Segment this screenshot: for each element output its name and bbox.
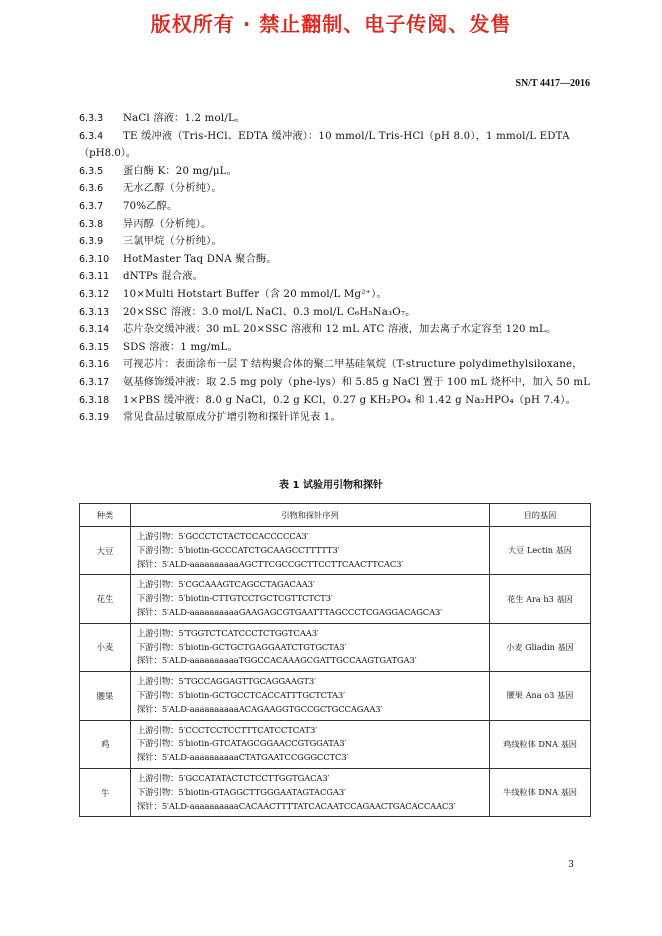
sequence-cell: [131, 575, 490, 623]
target-gene-cell: 小麦 Gliadin 基因: [490, 623, 591, 671]
copyright-banner: 版权所有 · 禁止翻制、电子传阅、发售: [150, 12, 512, 36]
header-sequence: 引物和探针序列: [131, 504, 490, 527]
item-number: 6.3.15: [79, 341, 110, 353]
list-item: [79, 198, 591, 216]
table-title: 表 1 试验用引物和探针: [279, 480, 383, 491]
list-item: [79, 251, 591, 269]
list-item: [79, 110, 591, 128]
standard-number: SN/T 4417—2016: [515, 78, 590, 89]
target-gene-cell: 大豆 Lectin 基因: [490, 527, 591, 575]
upstream-primer: 上游引物：5′TGGTCTCATCCCTCTGGTCAA3′: [137, 627, 319, 638]
item-number: 6.3.9: [79, 236, 104, 248]
item-number: 6.3.6: [79, 183, 104, 195]
item-number: 6.3.3: [79, 113, 104, 124]
list-item: [79, 304, 591, 322]
downstream-primer: 下游引物：5′biotin-GCTGCTGAGGAATCTGTGCTA3′: [137, 641, 347, 652]
item-text: dNTPs 混合液。: [123, 271, 204, 283]
item-text: TE 缓冲液（Tris-HCl、EDTA 缓冲液）：10 mmol/L Tris-HCl（pH 8.0），1 mmol/L EDTA: [123, 130, 570, 142]
item-text: 芯片杂交缓冲液：30 mL 20×SSC 溶液和 12 mL ATC 溶液，加去离子水定容至 120 mL。: [123, 324, 557, 336]
upstream-primer: 上游引物：5′GCCCTCTACTCCACCCCCA3′: [137, 531, 309, 541]
item-number: 6.3.16: [79, 359, 110, 371]
list-item: [79, 216, 591, 234]
species-cell: 花生: [80, 575, 131, 623]
item-text: NaCl 溶液：1.2 mol/L。: [123, 113, 246, 124]
probe: 探针：5′ALD-aaaaaaaaaaACAGAAGGTGCCGCTGCCAGAA3′: [137, 703, 383, 714]
list-item: [79, 409, 591, 427]
list-item: [79, 356, 591, 374]
item-text: 1×PBS 缓冲液：8.0 g NaCl，0.2 g KCl，0.27 g KH₂PO₄ 和 1.42 g Na₂HPO₄（pH 7.4）。: [123, 394, 576, 406]
downstream-primer: 下游引物：5′biotin-GCCCATCTGCAAGCCTTTTT3′: [137, 544, 340, 555]
item-text: 蛋白酶 K：20 mg/μL。: [123, 165, 237, 177]
target-gene-cell: 花生 Ara h3 基因: [490, 575, 591, 623]
upstream-primer: 上游引物：5′CCCTCCTCCTTTCATCCTCAT3′: [137, 724, 318, 735]
item-number: 6.3.8: [79, 218, 104, 230]
sequence-cell: [131, 672, 490, 720]
target-gene-cell: 腰果 Ana o3 基因: [490, 672, 591, 720]
sequence-cell: [131, 527, 490, 575]
downstream-primer: 下游引物：5′biotin-GCTGCCTCACCATTTGCTCTA3′: [137, 689, 345, 700]
item-number: 6.3.18: [79, 394, 110, 406]
table-row: [80, 575, 591, 623]
probe: 探针：5′ALD-aaaaaaaaaaCTATGAATCCGGGCCTC3′: [137, 752, 349, 763]
primer-probe-table: [79, 503, 591, 817]
probe: 探针：5′ALD-aaaaaaaaaaAGCTTCGCCGCTTCCTTCAACTTCAC3′: [137, 558, 404, 569]
sequence-cell: [131, 768, 490, 816]
species-cell: 牛: [80, 768, 131, 816]
item-number: 6.3.10: [79, 253, 110, 265]
list-item-continuation: （pH8.0）。: [79, 148, 137, 160]
item-text: 三氯甲烷（分析纯）。: [123, 236, 222, 248]
item-number: 6.3.19: [79, 412, 110, 424]
item-text: 氨基修饰缓冲液：取 2.5 mg poly（phe-lys）和 5.85 g NaCl 置于 100 mL 烧杯中，加入 50 mL: [123, 376, 591, 388]
item-text: 异丙醇（分析纯）。: [123, 218, 212, 230]
item-number: 6.3.4: [79, 130, 104, 142]
table-row: [80, 768, 591, 816]
list-item: [79, 339, 591, 357]
table-row: [80, 527, 591, 575]
list-item: [79, 163, 591, 181]
item-number: 6.3.11: [79, 271, 110, 283]
item-text: 20×SSC 溶液：3.0 mol/L NaCl、0.3 mol/L C₆H₅Na₃O₇。: [123, 306, 416, 318]
page-number: 3: [568, 860, 574, 870]
target-gene-cell: 牛线粒体 DNA 基因: [490, 768, 591, 816]
list-item: [79, 286, 591, 304]
upstream-primer: 上游引物：5′GCCATATACTCTCCTTGGTGACA3′: [137, 772, 330, 783]
item-text: HotMaster Taq DNA 聚合酶。: [123, 253, 277, 265]
list-item: [79, 128, 591, 146]
species-cell: 小麦: [80, 623, 131, 671]
upstream-primer: 上游引物：5′TGCCAGGAGTTGCAGGAAGT3′: [137, 676, 316, 687]
item-number: 6.3.14: [79, 324, 110, 336]
list-item: [79, 321, 591, 339]
species-cell: 鸡: [80, 720, 131, 768]
probe: 探针：5′ALD-aaaaaaaaaaTGGCCACAAAGCGATTGCCAAGTGATGA3′: [137, 655, 417, 666]
upstream-primer: 上游引物：5′CGCAAAGTCAGCCTAGACAA3′: [137, 579, 315, 590]
downstream-primer: 下游引物：5′biotin-GTCATAGCGGAACCGTGGATA3′: [137, 738, 347, 749]
probe: 探针：5′ALD-aaaaaaaaaaCACAACTTTTATCACAATCCAGAACTGACACCAAC3′: [137, 800, 456, 811]
item-text: 可视芯片：表面涂布一层 T 结构聚合体的聚二甲基硅氧烷（T-structure polydimethylsiloxane，: [123, 359, 583, 371]
reagent-list: [79, 110, 591, 462]
item-text: 无水乙醇（分析纯）。: [123, 183, 222, 195]
species-cell: 腰果: [80, 672, 131, 720]
item-number: 6.3.17: [79, 376, 110, 388]
list-item: [79, 444, 591, 462]
list-item: [79, 233, 591, 251]
header-target: 目的基因: [490, 504, 591, 527]
downstream-primer: 下游引物：5′biotin-GTAGGCTTGGGAATAGTACGA3′: [137, 786, 346, 797]
item-text: 10×Multi Hotstart Buffer（含 20 mmol/L Mg²⁺）。: [123, 288, 387, 300]
list-item: [79, 392, 591, 410]
table-header-row: [80, 504, 591, 527]
item-number: 6.3.13: [79, 306, 110, 318]
list-item: [79, 427, 591, 445]
downstream-primer: 下游引物：5′biotin-CTTGTCCTGCTCGTTCTCT3′: [137, 593, 333, 604]
list-item: [79, 268, 591, 286]
table-row: [80, 720, 591, 768]
item-number: 6.3.7: [79, 200, 104, 212]
sequence-cell: [131, 720, 490, 768]
header-species: 种类: [80, 504, 131, 527]
list-item: [79, 374, 591, 392]
table-row: [80, 672, 591, 720]
table-row: [80, 623, 591, 671]
item-number: 6.3.12: [79, 288, 110, 300]
item-text: SDS 溶液：1 mg/mL。: [123, 341, 238, 353]
probe: 探针：5′ALD-aaaaaaaaaaGAAGAGCGTGAATTTAGCCCTCGAGGACAGCA3′: [137, 606, 443, 617]
species-cell: 大豆: [80, 527, 131, 575]
item-text: 70%乙醇。: [123, 200, 178, 212]
list-item: [79, 180, 591, 198]
item-number: 6.3.5: [79, 165, 104, 177]
target-gene-cell: 鸡线粒体 DNA 基因: [490, 720, 591, 768]
item-text: 常见食品过敏原成分扩增引物和探针详见表 1。: [123, 412, 341, 424]
sequence-cell: [131, 623, 490, 671]
